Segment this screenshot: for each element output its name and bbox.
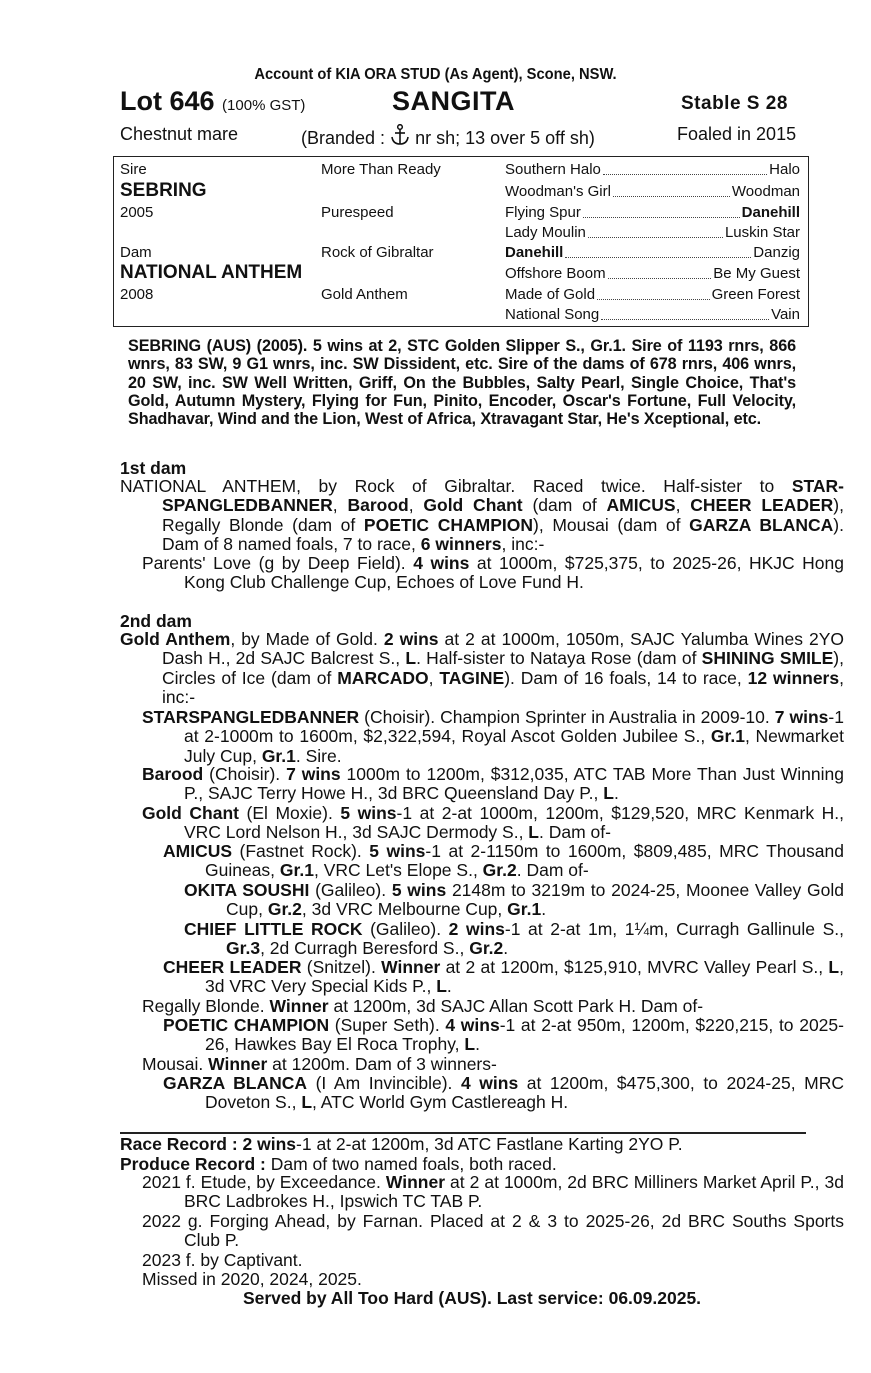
brand-prefix: (Branded : [301,128,386,148]
sire-year: 2005 [120,204,154,221]
first-dam-progeny: Parents' Love (g by Deep Field). 4 wins at 1000m, $725,375, to 2025-26, HKJC Hong Kong Club Challenge Cup, Echoes of Love Fund H. [142,553,844,593]
foaled-year: Foaled in 2015 [677,124,797,144]
dam-label: Dam [120,244,152,261]
ancestor-row: National Song Vain [505,306,800,323]
brand-suffix: nr sh; 13 over 5 off sh) [415,128,595,148]
foal-entry: 2023 f. by Captivant. [142,1250,303,1270]
last-service: Served by All Too Hard (AUS). Last service: 06.09.2025. [242,1288,702,1308]
ancestor-row: Danehill Danzig [505,244,800,261]
produce-record: Produce Record : Dam of two named foals, both raced. [120,1154,557,1174]
sire-sire: More Than Ready [321,161,441,178]
brand-info [301,124,595,149]
horse-description: Chestnut mare [120,124,239,144]
pedigree-table [113,156,809,327]
ancestor-row: Lady Moulin Luskin Star [505,224,800,241]
sire-summary: SEBRING (AUS) (2005). 5 wins at 2, STC Golden Slipper S., Gr.1. Sire of 1193 rnrs, 866 wnrs, 83 SW, 9 G1 wnrs, inc. SW Dissident, etc. Sire of the dams of 678 rnrs, 406 wnrs, 20 SW, inc. SW Well Written, Griff, On the Bubbles, Salty Pearl, Single Choice, That's Gold, Autumn Mystery, Flying for Fun, Pinito, Encoder, Oscar's Fortune, Full Velocity, Shadhavar, Wind and the Lion, West of Africa, Xtravagant Star, He's Xceptional, etc. [128,337,796,429]
vendor-account: Account of KIA ORA STUD (As Agent), Scone, NSW. [254,66,617,83]
progeny-entry: OKITA SOUSHI (Galileo). 5 wins 2148m to 3219m to 2024-25, Moonee Valley Gold Cup, Gr.2, 3d VRC Melbourne Cup, Gr.1. [184,880,845,920]
dam-dam: Gold Anthem [321,286,408,303]
ancestor-row: Flying Spur Danehill [505,204,800,221]
first-dam-heading: 1st dam [120,458,187,478]
lot-number [120,86,305,117]
gst-note: (100% GST) [222,97,306,114]
foal-entry: 2022 g. Forging Ahead, by Farnan. Placed at 2 & 3 to 2025-26, 2d BRC Souths Sports Club P. [142,1211,844,1251]
ancestor-row: Made of Gold Green Forest [505,286,800,303]
stable-number: Stable S 28 [681,93,788,114]
race-record: Race Record : 2 wins-1 at 2-at 1200m, 3d ATC Fastlane Karting 2YO P. [120,1134,683,1154]
ancestor-row: Woodman's Girl Woodman [505,183,800,200]
foal-entry: 2021 f. Etude, by Exceedance. Winner at 2 at 1000m, 2d BRC Milliners Market April P., 3d BRC Ladbrokes H., Ipswich TC TAB P. [142,1172,844,1212]
progeny-entry: Regally Blonde. Winner at 1200m, 3d SAJC Allan Scott Park H. Dam of- [142,996,704,1016]
progeny-entry: Mousai. Winner at 1200m. Dam of 3 winners- [142,1054,497,1074]
anchor-icon [390,124,410,146]
sire-label: Sire [120,161,147,178]
progeny-entry: CHEER LEADER (Snitzel). Winner at 2 at 1200m, $125,910, MVRC Valley Pearl S., L, 3d VRC Very Special Kids P., L. [163,957,844,997]
second-dam-text: Gold Anthem, by Made of Gold. 2 wins at 2 at 1000m, 1050m, SAJC Yalumba Wines 2YO Dash H., 2d SAJC Balcrest S., L. Half-sister to Nataya Rose (dam of SHINING SMILE), Circles of Ice (dam of MARCADO, TAGINE). Dam of 16 foals, 14 to race, 12 winners, inc:- [120,629,844,708]
sire-name: SEBRING [120,180,207,201]
progeny-entry: AMICUS (Fastnet Rock). 5 wins-1 at 2-1150m to 1600m, $809,485, MRC Thousand Guineas, Gr.1, VRC Let's Elope S., Gr.2. Dam of- [163,841,844,881]
progeny-entry: GARZA BLANCA (I Am Invincible). 4 wins at 1200m, $475,300, to 2024-25, MRC Doveton S., L, ATC World Gym Castlereagh H. [163,1073,845,1113]
ancestor-row: Southern Halo Halo [505,161,800,178]
progeny-entry: STARSPANGLEDBANNER (Choisir). Champion Sprinter in Australia in 2009-10. 7 wins-1 at 2-1000m to 1600m, $2,322,594, Royal Ascot Golden Jubilee S., Gr.1, Newmarket July Cup, Gr.1. Sire. [142,707,845,766]
progeny-entry: POETIC CHAMPION (Super Seth). 4 wins-1 at 2-at 950m, 1200m, $220,215, to 2025-26, Hawkes Bay El Roca Trophy, L. [163,1015,844,1055]
progeny-entry: CHIEF LITTLE ROCK (Galileo). 2 wins-1 at 2-at 1m, 1¼m, Curragh Gallinule S., Gr.3, 2d Curragh Beresford S., Gr.2. [184,919,845,959]
progeny-entry: Barood (Choisir). 7 wins 1000m to 1200m, $312,035, ATC TAB More Than Just Winning P., SAJC Terry Howe H., 3d BRC Queensland Day P., L. [142,764,844,804]
dam-year: 2008 [120,286,154,303]
second-dam-heading: 2nd dam [120,611,192,631]
ancestor-row: Offshore Boom Be My Guest [505,265,800,282]
foal-entry: Missed in 2020, 2024, 2025. [142,1269,362,1289]
sire-dam: Purespeed [321,204,394,221]
progeny-entry: Gold Chant (El Moxie). 5 wins-1 at 2-at 1000m, 1200m, $129,520, MRC Kenmark H., VRC Lord Nelson H., 3d SAJC Dermody S., L. Dam of- [142,803,844,843]
dam-sire: Rock of Gibraltar [321,244,434,261]
first-dam-text: NATIONAL ANTHEM, by Rock of Gibraltar. Raced twice. Half-sister to STAR-SPANGLEDBANNER, Barood, Gold Chant (dam of AMICUS, CHEER LEADER), Regally Blonde (dam of POETIC CHAMPION), Mousai (dam of GARZA BLANCA). Dam of 8 named foals, 7 to race, 6 winners, inc:- [120,476,844,555]
lot-label: Lot 646 [120,86,215,116]
horse-name: SANGITA [392,86,515,116]
dam-name: NATIONAL ANTHEM [120,262,303,283]
